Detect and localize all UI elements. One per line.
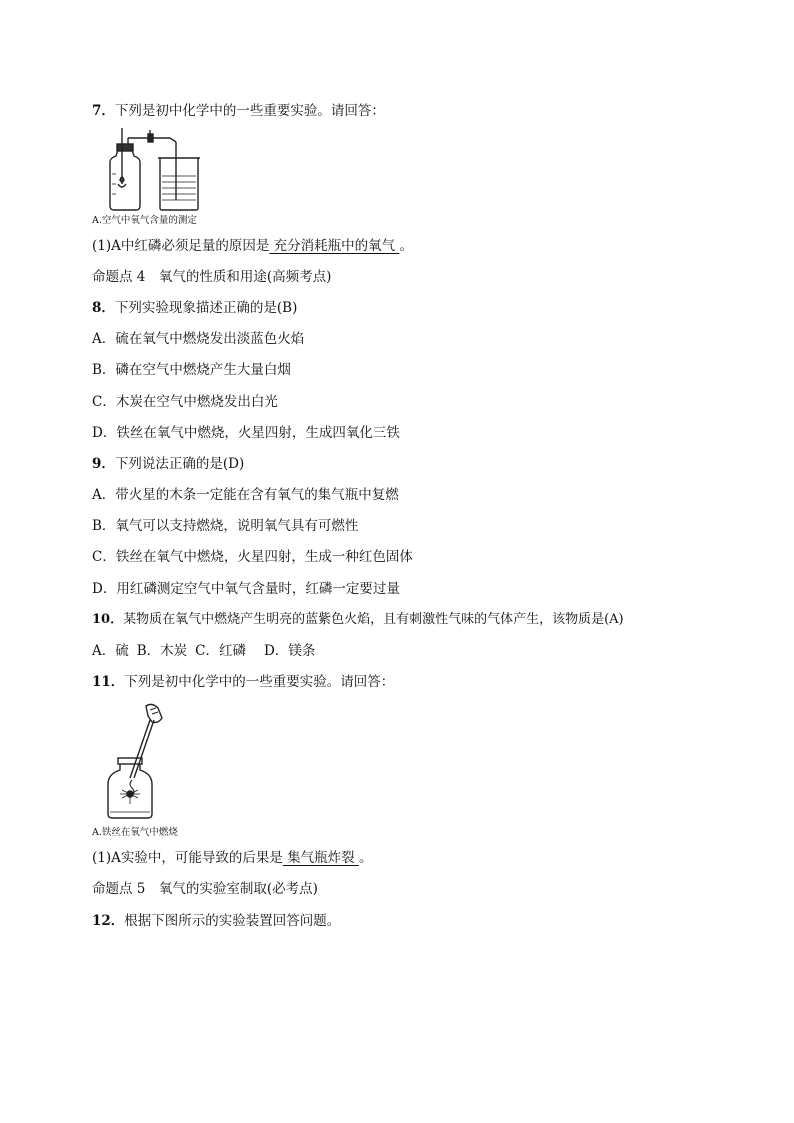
figure-caption: A.铁丝在氧气中燃烧 bbox=[92, 827, 178, 838]
option-b: B．氧气可以支持燃烧，说明氧气具有可燃性 bbox=[92, 518, 359, 534]
question-10 bbox=[92, 611, 624, 629]
option-b: B．磷在空气中燃烧产生大量白烟 bbox=[92, 362, 291, 378]
sub-question-suffix: 。 bbox=[358, 850, 373, 866]
question-text: 某物质在氧气中燃烧产生明亮的蓝紫色火焰，且有刺激性气味的气体产生，该物质是(A) bbox=[123, 612, 624, 627]
option-c: C．红磷 bbox=[195, 643, 247, 659]
option-a: A．硫在氧气中燃烧发出淡蓝色火焰 bbox=[92, 331, 305, 347]
question-number: 12． bbox=[92, 913, 125, 929]
question-text: 下列是初中化学中的一些重要实验。请回答： bbox=[124, 674, 395, 690]
question-number: 9． bbox=[92, 456, 115, 472]
question-text: 下列是初中化学中的一些重要实验。请回答： bbox=[114, 103, 385, 119]
option-b: B．木炭 bbox=[136, 643, 188, 659]
option-d: D．镁条 bbox=[264, 643, 316, 659]
option-c: C．铁丝在氧气中燃烧，火星四射，生成一种红色固体 bbox=[92, 549, 413, 565]
answer-blank: 充分消耗瓶中的氧气 bbox=[269, 238, 400, 254]
question-text: 下列说法正确的是(D) bbox=[114, 456, 245, 472]
iron-wire-burning-figure bbox=[100, 700, 180, 822]
question-number: 11． bbox=[92, 674, 125, 690]
question-text: 下列实验现象描述正确的是(B) bbox=[114, 300, 298, 316]
question-11 bbox=[92, 673, 394, 691]
figure-caption: A.空气中氧气含量的测定 bbox=[92, 215, 197, 226]
sub-question-prefix: (1)A中红磷必须足量的原因是 bbox=[92, 238, 270, 254]
option-d: D．用红磷测定空气中氧气含量时，红磷一定要过量 bbox=[92, 581, 400, 597]
question-number: 8． bbox=[92, 300, 115, 316]
question-number: 7． bbox=[92, 103, 115, 119]
question-7 bbox=[92, 102, 385, 120]
question-10-options bbox=[92, 642, 323, 660]
sub-question-prefix: (1)A实验中，可能导致的后果是 bbox=[92, 850, 283, 866]
option-a: A．硫 bbox=[92, 643, 129, 659]
sub-question-suffix: 。 bbox=[399, 238, 413, 254]
option-a: A．带火星的木条一定能在含有氧气的集气瓶中复燃 bbox=[92, 487, 399, 503]
question-11-sub-1 bbox=[92, 849, 372, 867]
question-text: 根据下图所示的实验装置回答问题。 bbox=[124, 913, 341, 929]
question-8 bbox=[92, 299, 297, 317]
option-d: D．铁丝在氧气中燃烧，火星四射，生成四氧化三铁 bbox=[92, 425, 400, 441]
option-c: C．木炭在空气中燃烧发出白光 bbox=[92, 394, 278, 410]
oxygen-content-apparatus-figure bbox=[100, 128, 210, 212]
question-number: 10． bbox=[92, 612, 124, 627]
question-7-sub-1 bbox=[92, 237, 413, 255]
topic-heading-4: 命题点 4 氧气的性质和用途(高频考点) bbox=[92, 269, 332, 285]
question-12 bbox=[92, 912, 340, 930]
answer-blank: 集气瓶炸裂 bbox=[282, 850, 359, 866]
topic-heading-5: 命题点 5 氧气的实验室制取(必考点) bbox=[92, 881, 318, 897]
question-9 bbox=[92, 455, 244, 473]
